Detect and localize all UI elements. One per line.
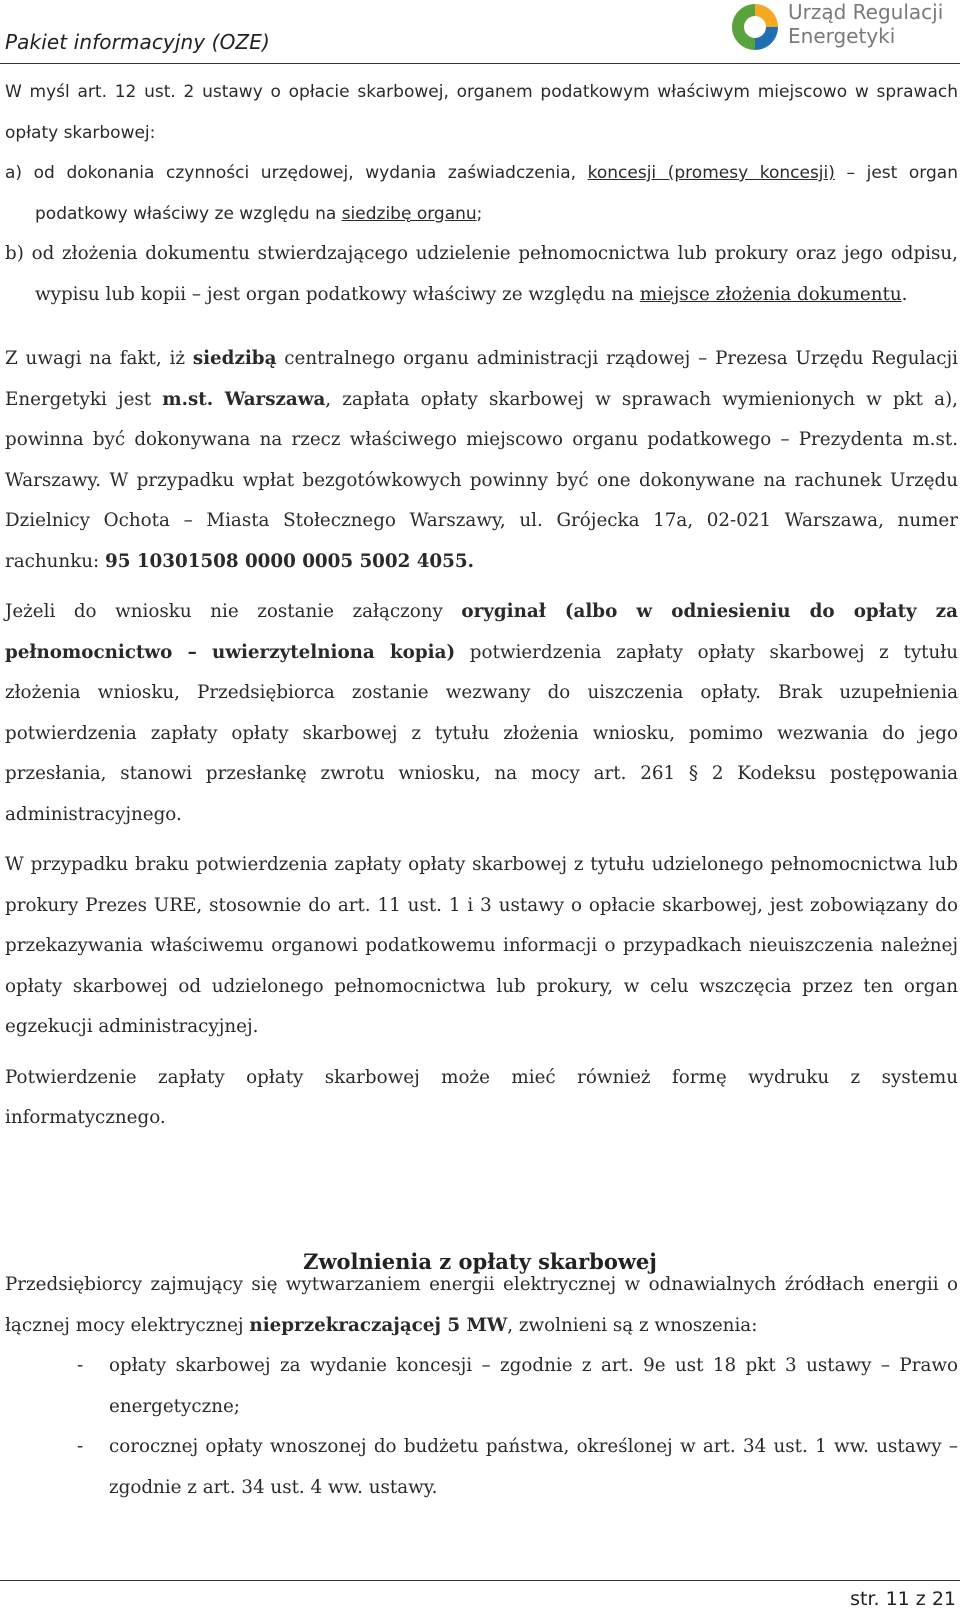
item-b-end: .	[901, 283, 908, 305]
p2-bold-siedziba: siedzibą	[192, 348, 277, 369]
exemption-text: opłaty skarbowej za wydanie koncesji – zgodnie z art. 9e ust 18 pkt 3 ustawy – Prawo energetyczne;	[109, 1355, 958, 1417]
p3-text-c: potwierdzenia zapłaty opłaty skarbowej z tytułu złożenia wniosku, Przedsiębiorca zostanie wezwany do uiszczenia opłaty. Brak uzupełnienia potwierdzenia zapłaty opłaty skarbowej z tytułu złożenia wniosku, pomimo wezwania do jego przesłania, stanowi przesłankę zwrotu wniosku, na mocy art. 261 § 2 Kodeksu postępowania administracyjnego.	[5, 641, 958, 825]
p5-text: Potwierdzenie zapłaty opłaty skarbowej może mieć również formę wydruku z systemu informatycznego.	[5, 1066, 958, 1128]
exemption-list-item	[5, 1427, 958, 1508]
underlined-term-koncesji: koncesji (promesy koncesji)	[587, 163, 835, 183]
paragraph-original-required	[5, 592, 958, 835]
item-a-text: a) od dokonania czynności urzędowej, wydania zaświadczenia,	[5, 163, 588, 183]
exemptions-intro-a: Przedsiębiorcy zajmujący się wytwarzaniem energii elektrycznej w odnawialnych źródłach energii o łącznej mocy elektrycznej	[5, 1274, 958, 1336]
account-number: 95 10301508 0000 0005 5002 4055.	[105, 550, 474, 572]
p2-bold-warszawa: m.st. Warszawa	[162, 388, 326, 410]
p3-text-a: Jeżeli do wniosku nie zostanie załączony	[5, 601, 462, 622]
header-divider	[0, 63, 960, 64]
exemptions-intro-c: , zwolnieni są z wnoszenia:	[507, 1314, 758, 1336]
underlined-term-miejsce: miejsce złożenia dokumentu	[639, 283, 902, 305]
exemptions-intro	[5, 1265, 958, 1346]
ure-logo	[728, 0, 960, 58]
p3-bold-original: oryginał (albo w odniesieniu do opłaty za pełnomocnictwo – uwierzytelniona kopia)	[5, 601, 958, 663]
p4-text: W przypadku braku potwierdzenia zapłaty opłaty skarbowej z tytułu udzielonego pełnomocnictwa lub prokury Prezes URE, stosownie do art. 11 ust. 1 i 3 ustawy o opłacie skarbowej, jest zobowiązany do przekazywania właściwemu organowi podatkowemu informacji o przypadkach nieuiszczenia należnej opłaty skarbowej od udzielonego pełnomocnictwa lub prokury, w celu wszczęcia przez ten organ egzekucji administracyjnej.	[5, 854, 958, 1037]
paragraph-payment	[5, 339, 958, 582]
p2-text-a: Z uwagi na fakt, iż	[5, 348, 193, 369]
page-number: str. 11 z 21	[850, 1588, 956, 1610]
paragraph-missing-confirmation	[5, 845, 958, 1048]
document-title: Pakiet informacyjny (OZE)	[5, 30, 270, 54]
exemption-list-item	[5, 1346, 958, 1427]
paragraph-printout	[5, 1058, 958, 1139]
section-exemptions	[5, 1265, 958, 1508]
p2-text-c: centralnego organu administracji rządowej – Prezesa Urzędu Regulacji Energetyki jest	[5, 348, 958, 410]
item-a-end: ;	[476, 203, 483, 224]
exemptions-bold-limit: nieprzekraczającej 5 MW	[249, 1314, 508, 1336]
exemption-text: corocznej opłaty wnoszonej do budżetu państwa, określonej w art. 34 ust. 1 ww. ustawy – zgodnie z art. 34 ust. 4 ww. ustawy.	[109, 1436, 958, 1498]
item-b-text: b) od złożenia dokumentu stwierdzającego udzielenie pełnomocnictwa lub prokury oraz jego odpisu, wypisu lub kopii – jest organ podatkowy właściwy ze względu na	[5, 243, 958, 305]
logo-line-1: Urząd Regulacji	[788, 0, 944, 24]
underlined-term-siedzibe: siedzibę organu	[341, 203, 477, 224]
list-item-a	[5, 153, 958, 234]
page-body	[5, 72, 958, 1139]
bullet-dash: -	[77, 1436, 84, 1457]
list-item-b	[5, 234, 958, 315]
paragraph-legal-basis	[5, 72, 958, 153]
logo-wordmark	[788, 0, 943, 48]
footer-divider	[0, 1580, 960, 1581]
page-header	[0, 0, 960, 66]
intro-text: W myśl art. 12 ust. 2 ustawy o opłacie skarbowej, organem podatkowym właściwym miejscowo w sprawach opłaty skarbowej:	[5, 82, 958, 143]
section-heading: Zwolnienia z opłaty skarbowej	[303, 1249, 657, 1274]
p2-text-e: , zapłata opłaty skarbowej w sprawach wymienionych w pkt a), powinna być dokonywana na rzecz właściwego miejscowo organu podatkowego – Prezydenta m.st. Warszawy. W przypadku wpłat bezgotówkowych powinny być one dokonywane na rachunek Urzędu Dzielnicy Ochota – Miasta Stołecznego Warszawy, ul. Grójecka 17a, 02-021 Warszawa, numer rachunku:	[5, 388, 958, 572]
logo-line-2: Energetyki	[788, 24, 896, 48]
bullet-dash: -	[77, 1355, 84, 1376]
ure-logo-icon	[728, 0, 782, 54]
item-a-mid: – jest organ podatkowy właściwy ze względu na	[35, 163, 958, 224]
